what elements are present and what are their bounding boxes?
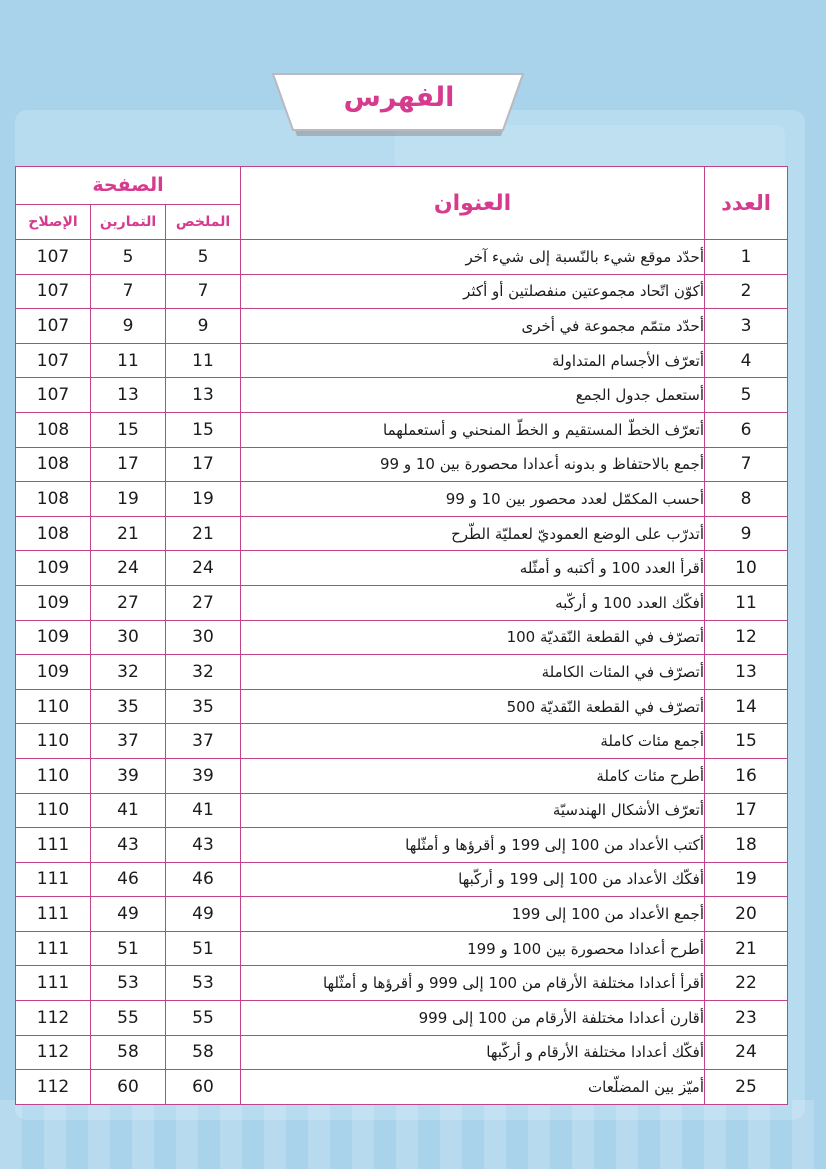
row-title: أكتب الأعداد من 100 إلى 199 و أقرؤها و أمثّلها [241, 828, 705, 863]
row-number: 22 [705, 966, 788, 1001]
row-title: أتصرّف في المئات الكاملة [241, 655, 705, 690]
row-number: 24 [705, 1035, 788, 1070]
row-summary-page: 46 [166, 862, 241, 897]
row-summary-page: 60 [166, 1070, 241, 1105]
table-row [16, 412, 788, 447]
row-number: 16 [705, 758, 788, 793]
row-title: أتصرّف في القطعة النّقديّة 500 [241, 689, 705, 724]
table-row [16, 482, 788, 517]
row-title: أحدّد موقع شيء بالنّسبة إلى شيء آخر [241, 240, 705, 275]
table-row [16, 724, 788, 759]
table-row [16, 828, 788, 863]
row-summary-page: 39 [166, 758, 241, 793]
row-correction-page: 107 [16, 309, 91, 344]
row-summary-page: 37 [166, 724, 241, 759]
header-page: الصفحة [16, 167, 241, 205]
row-exercises-page: 15 [91, 412, 166, 447]
row-exercises-page: 39 [91, 758, 166, 793]
table-row [16, 585, 788, 620]
row-number: 8 [705, 482, 788, 517]
row-exercises-page: 53 [91, 966, 166, 1001]
row-exercises-page: 55 [91, 1001, 166, 1036]
row-title: أفكّك أعدادا مختلفة الأرقام و أركّبها [241, 1035, 705, 1070]
row-summary-page: 30 [166, 620, 241, 655]
table-row [16, 862, 788, 897]
table-row [16, 897, 788, 932]
row-exercises-page: 60 [91, 1070, 166, 1105]
row-exercises-page: 11 [91, 343, 166, 378]
row-title: أكوّن اتّحاد مجموعتين منفصلتين أو أكثر [241, 274, 705, 309]
table-row [16, 343, 788, 378]
row-number: 21 [705, 931, 788, 966]
row-exercises-page: 32 [91, 655, 166, 690]
row-exercises-page: 19 [91, 482, 166, 517]
table-row [16, 447, 788, 482]
row-number: 14 [705, 689, 788, 724]
row-correction-page: 111 [16, 862, 91, 897]
row-title: أجمع بالاحتفاظ و بدونه أعدادا محصورة بين 10 و 99 [241, 447, 705, 482]
row-summary-page: 5 [166, 240, 241, 275]
row-title: أقارن أعدادا مختلفة الأرقام من 100 إلى 999 [241, 1001, 705, 1036]
row-correction-page: 110 [16, 758, 91, 793]
row-correction-page: 109 [16, 585, 91, 620]
table-row [16, 1001, 788, 1036]
row-title: أتعرّف الأجسام المتداولة [241, 343, 705, 378]
row-exercises-page: 51 [91, 931, 166, 966]
row-number: 4 [705, 343, 788, 378]
row-number: 7 [705, 447, 788, 482]
row-correction-page: 111 [16, 931, 91, 966]
row-summary-page: 32 [166, 655, 241, 690]
table-row [16, 655, 788, 690]
row-exercises-page: 21 [91, 516, 166, 551]
row-exercises-page: 27 [91, 585, 166, 620]
row-correction-page: 110 [16, 689, 91, 724]
row-summary-page: 15 [166, 412, 241, 447]
table-row [16, 620, 788, 655]
row-summary-page: 55 [166, 1001, 241, 1036]
row-title: أطرح مئات كاملة [241, 758, 705, 793]
index-rows [16, 240, 788, 1105]
table-row [16, 240, 788, 275]
row-exercises-page: 37 [91, 724, 166, 759]
decorative-squares [0, 1100, 826, 1169]
row-number: 18 [705, 828, 788, 863]
row-number: 13 [705, 655, 788, 690]
row-exercises-page: 43 [91, 828, 166, 863]
row-correction-page: 109 [16, 655, 91, 690]
row-title: أفكّك العدد 100 و أركّبه [241, 585, 705, 620]
row-number: 2 [705, 274, 788, 309]
row-correction-page: 108 [16, 447, 91, 482]
row-summary-page: 58 [166, 1035, 241, 1070]
table-row [16, 274, 788, 309]
row-summary-page: 51 [166, 931, 241, 966]
row-number: 23 [705, 1001, 788, 1036]
row-exercises-page: 7 [91, 274, 166, 309]
row-summary-page: 53 [166, 966, 241, 1001]
index-table [15, 166, 788, 1105]
row-correction-page: 108 [16, 412, 91, 447]
row-number: 1 [705, 240, 788, 275]
row-summary-page: 43 [166, 828, 241, 863]
row-title: أقرأ أعدادا مختلفة الأرقام من 100 إلى 999 و أقرؤها و أمثّلها [241, 966, 705, 1001]
row-exercises-page: 17 [91, 447, 166, 482]
row-exercises-page: 13 [91, 378, 166, 413]
row-summary-page: 35 [166, 689, 241, 724]
row-number: 12 [705, 620, 788, 655]
row-correction-page: 111 [16, 966, 91, 1001]
row-summary-page: 17 [166, 447, 241, 482]
row-correction-page: 111 [16, 897, 91, 932]
row-exercises-page: 9 [91, 309, 166, 344]
header-number: العدد [705, 167, 788, 240]
row-number: 11 [705, 585, 788, 620]
table-row [16, 793, 788, 828]
row-correction-page: 108 [16, 482, 91, 517]
row-correction-page: 107 [16, 343, 91, 378]
row-correction-page: 110 [16, 793, 91, 828]
row-exercises-page: 41 [91, 793, 166, 828]
row-number: 25 [705, 1070, 788, 1105]
header-exercises: التمارين [91, 204, 166, 240]
row-number: 5 [705, 378, 788, 413]
row-title: أحدّد متمّم مجموعة في أخرى [241, 309, 705, 344]
header-correction: الإصلاح [16, 204, 91, 240]
row-title: أقرأ العدد 100 و أكتبه و أمثّله [241, 551, 705, 586]
row-title: أتصرّف في القطعة النّقديّة 100 [241, 620, 705, 655]
row-title: أجمع الأعداد من 100 إلى 199 [241, 897, 705, 932]
row-correction-page: 108 [16, 516, 91, 551]
row-number: 17 [705, 793, 788, 828]
row-number: 10 [705, 551, 788, 586]
row-title: أتعرّف الخطّ المستقيم و الخطّ المنحني و أستعملهما [241, 412, 705, 447]
row-title: أطرح أعدادا محصورة بين 100 و 199 [241, 931, 705, 966]
row-correction-page: 109 [16, 620, 91, 655]
row-exercises-page: 5 [91, 240, 166, 275]
row-summary-page: 13 [166, 378, 241, 413]
row-title: أفكّك الأعداد من 100 إلى 199 و أركّبها [241, 862, 705, 897]
row-summary-page: 24 [166, 551, 241, 586]
row-summary-page: 41 [166, 793, 241, 828]
row-number: 19 [705, 862, 788, 897]
row-summary-page: 27 [166, 585, 241, 620]
table-row [16, 1070, 788, 1105]
header-title: العنوان [241, 167, 705, 240]
row-exercises-page: 46 [91, 862, 166, 897]
row-correction-page: 107 [16, 274, 91, 309]
row-summary-page: 7 [166, 274, 241, 309]
table-row [16, 966, 788, 1001]
row-number: 20 [705, 897, 788, 932]
row-number: 6 [705, 412, 788, 447]
table-row [16, 516, 788, 551]
row-correction-page: 112 [16, 1070, 91, 1105]
row-summary-page: 49 [166, 897, 241, 932]
table-row [16, 758, 788, 793]
table-row [16, 931, 788, 966]
header-summary: الملخص [166, 204, 241, 240]
title-banner [271, 70, 527, 142]
row-correction-page: 112 [16, 1001, 91, 1036]
row-correction-page: 107 [16, 378, 91, 413]
row-title: أتعرّف الأشكال الهندسيّة [241, 793, 705, 828]
row-correction-page: 110 [16, 724, 91, 759]
row-exercises-page: 35 [91, 689, 166, 724]
row-exercises-page: 49 [91, 897, 166, 932]
table-row [16, 551, 788, 586]
row-summary-page: 11 [166, 343, 241, 378]
row-number: 9 [705, 516, 788, 551]
row-title: أتدرّب على الوضع العموديّ لعمليّة الطّرح [241, 516, 705, 551]
table-row [16, 378, 788, 413]
row-exercises-page: 24 [91, 551, 166, 586]
row-correction-page: 111 [16, 828, 91, 863]
row-title: أميّز بين المضلّعات [241, 1070, 705, 1105]
row-summary-page: 9 [166, 309, 241, 344]
row-correction-page: 112 [16, 1035, 91, 1070]
table-row [16, 309, 788, 344]
row-title: أحسب المكمّل لعدد محصور بين 10 و 99 [241, 482, 705, 517]
row-title: أستعمل جدول الجمع [241, 378, 705, 413]
row-correction-page: 107 [16, 240, 91, 275]
page-title: الفهرس [343, 82, 455, 113]
row-exercises-page: 58 [91, 1035, 166, 1070]
row-number: 15 [705, 724, 788, 759]
table-row [16, 689, 788, 724]
table-row [16, 1035, 788, 1070]
row-summary-page: 21 [166, 516, 241, 551]
row-correction-page: 109 [16, 551, 91, 586]
row-number: 3 [705, 309, 788, 344]
row-exercises-page: 30 [91, 620, 166, 655]
row-title: أجمع مئات كاملة [241, 724, 705, 759]
row-summary-page: 19 [166, 482, 241, 517]
